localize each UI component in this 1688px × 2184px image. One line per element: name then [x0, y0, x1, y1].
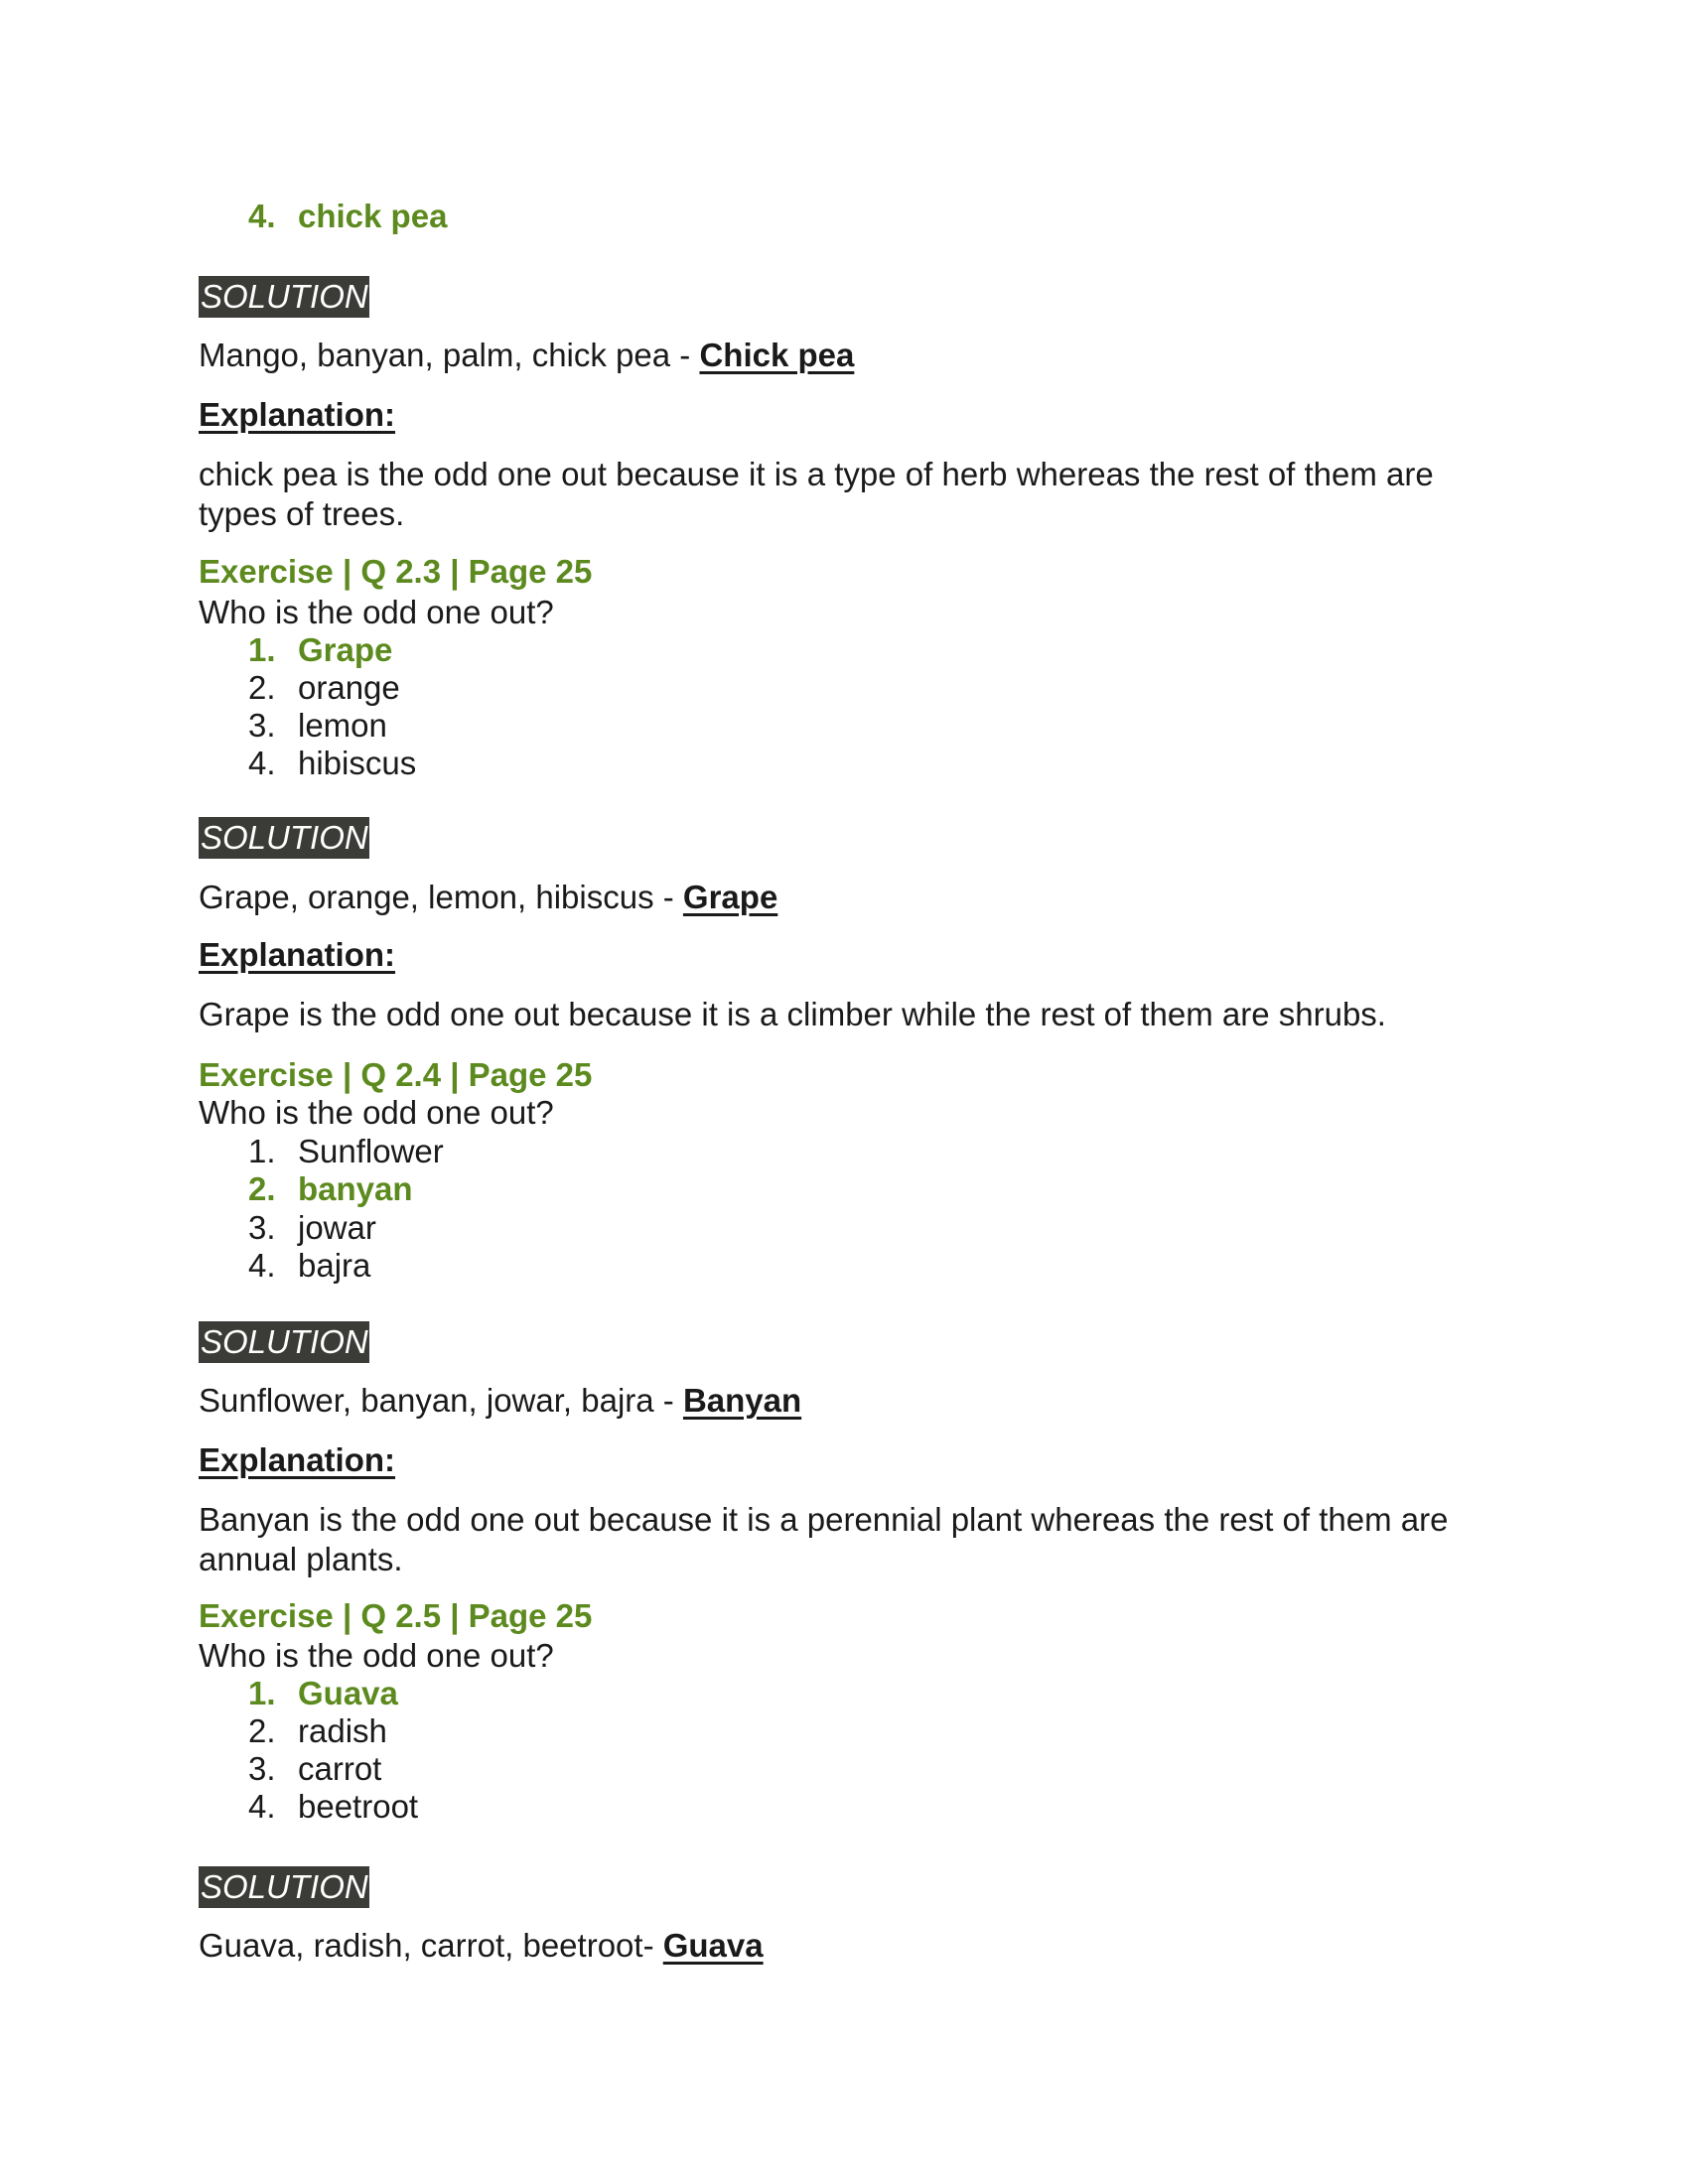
option-text: jowar: [298, 1209, 376, 1246]
question-text: Who is the odd one out?: [199, 1637, 554, 1674]
option-number: 4.: [248, 745, 276, 781]
answer-line: [199, 1926, 764, 1966]
option-number: 1.: [248, 1133, 276, 1169]
option-number: 2.: [248, 1712, 276, 1749]
option-item: [248, 1711, 387, 1751]
question-text: Who is the odd one out?: [199, 594, 554, 630]
option-item: [248, 668, 400, 708]
answer-text: Chick pea: [699, 337, 855, 373]
exercise-heading: Exercise | Q 2.4 | Page 25: [199, 1056, 593, 1093]
option-number: 3.: [248, 1209, 276, 1246]
question-text: Who is the odd one out?: [199, 1094, 554, 1131]
explanation-label: Explanation:: [199, 396, 396, 433]
option-text: radish: [298, 1712, 387, 1749]
option-number: 3.: [248, 707, 276, 744]
option-item: [248, 1246, 370, 1286]
option-text: chick pea: [298, 198, 448, 234]
option-text: Guava: [298, 1675, 398, 1711]
option-item-correct: [248, 1169, 413, 1209]
option-item: [248, 1132, 444, 1171]
option-text: beetroot: [298, 1788, 419, 1825]
answer-line: [199, 1381, 801, 1421]
option-item-correct: [248, 197, 447, 236]
option-text: hibiscus: [298, 745, 417, 781]
option-item: [248, 744, 416, 783]
option-item: [248, 1787, 418, 1827]
option-item-correct: [248, 630, 392, 670]
option-item-correct: [248, 1674, 398, 1713]
solution-label: SOLUTION: [199, 276, 369, 318]
option-text: Sunflower: [298, 1133, 444, 1169]
answer-text: Guava: [662, 1927, 764, 1964]
option-text: bajra: [298, 1247, 371, 1284]
explanation-label: Explanation:: [199, 1441, 396, 1478]
option-text: lemon: [298, 707, 387, 744]
option-number: 2.: [248, 669, 276, 706]
answer-prefix: Mango, banyan, palm, chick pea -: [199, 337, 700, 373]
explanation-text: chick pea is the odd one out because it is a type of herb whereas the rest of them are types of trees.: [199, 456, 1434, 532]
option-number: 3.: [248, 1750, 276, 1787]
answer-line: [199, 878, 777, 917]
answer-text: Banyan: [682, 1382, 802, 1419]
option-number: 4.: [248, 1247, 276, 1284]
solution-label: SOLUTION: [199, 817, 369, 859]
option-text: banyan: [298, 1170, 413, 1207]
answer-text: Grape: [682, 879, 778, 915]
explanation-text: Banyan is the odd one out because it is a perennial plant whereas the rest of them are annual plants.: [199, 1501, 1449, 1577]
solution-label: SOLUTION: [199, 1321, 369, 1363]
solution-label: SOLUTION: [199, 1866, 369, 1908]
option-number: 1.: [248, 1675, 276, 1711]
answer-prefix: Grape, orange, lemon, hibiscus -: [199, 879, 683, 915]
option-number: 4.: [248, 198, 276, 234]
answer-prefix: Sunflower, banyan, jowar, bajra -: [199, 1382, 683, 1419]
explanation-text: Grape is the odd one out because it is a climber while the rest of them are shrubs.: [199, 996, 1386, 1032]
option-item: [248, 1208, 376, 1248]
option-item: [248, 706, 387, 746]
option-number: 4.: [248, 1788, 276, 1825]
answer-prefix: Guava, radish, carrot, beetroot-: [199, 1927, 663, 1964]
answer-line: [199, 336, 854, 375]
option-text: carrot: [298, 1750, 382, 1787]
exercise-heading: Exercise | Q 2.3 | Page 25: [199, 553, 593, 590]
option-number: 2.: [248, 1170, 276, 1207]
option-text: Grape: [298, 631, 393, 668]
exercise-heading: Exercise | Q 2.5 | Page 25: [199, 1597, 593, 1634]
option-item: [248, 1749, 381, 1789]
option-number: 1.: [248, 631, 276, 668]
option-text: orange: [298, 669, 400, 706]
explanation-label: Explanation:: [199, 936, 396, 973]
